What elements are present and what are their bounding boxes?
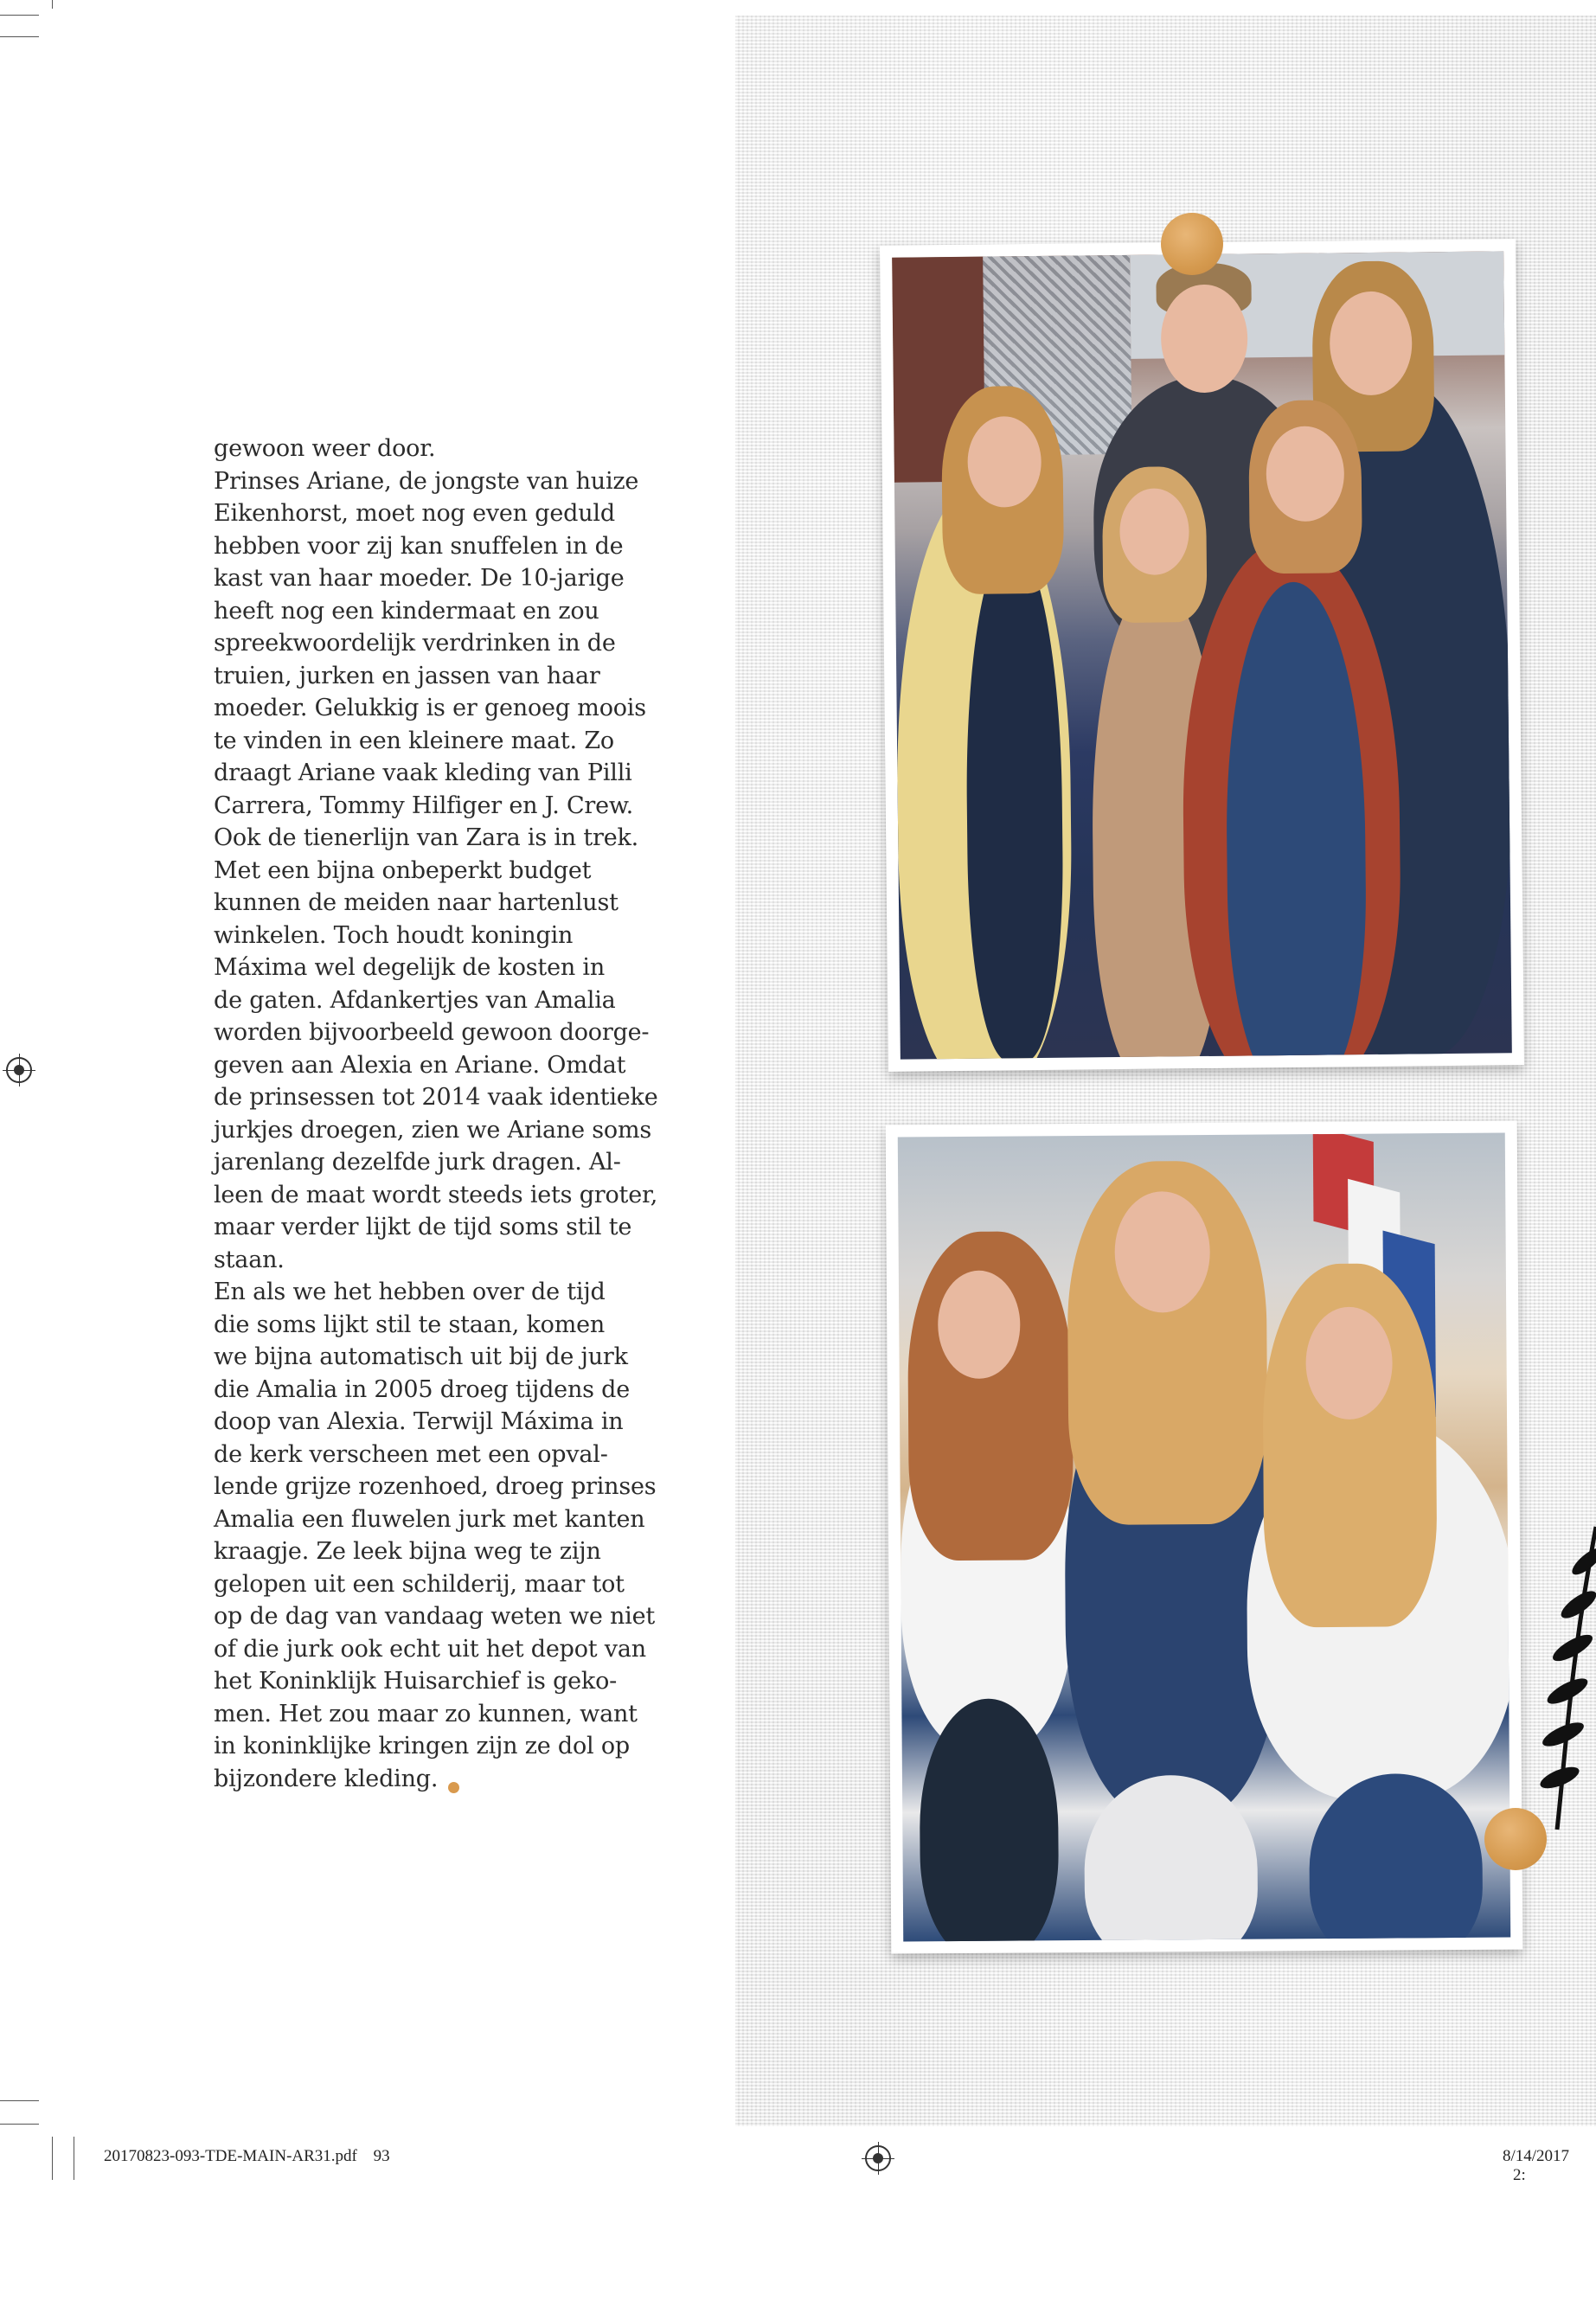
- article-line: hebben voor zij kan snuffelen in de: [214, 532, 624, 560]
- article-line: Met een bijna onbeperkt budget: [214, 856, 592, 884]
- gold-pin-top: [1161, 213, 1223, 275]
- article-line: leen de maat wordt steeds iets groter,: [214, 1181, 658, 1208]
- article-line: maar verder lijkt de tijd soms stil te: [214, 1214, 632, 1240]
- article-line: geven aan Alexia en Ariane. Omdat: [214, 1051, 626, 1079]
- article-line: lende grijze rozenhoed, droeg prinses: [214, 1473, 657, 1500]
- article-line: die Amalia in 2005 droeg tijdens de: [214, 1375, 631, 1403]
- article-line: of die jurk ook echt uit het depot van: [214, 1635, 646, 1663]
- article-line: doop van Alexia. Terwijl Máxima in: [214, 1408, 624, 1435]
- article-line: heeft nog een kindermaat en zou: [214, 597, 599, 625]
- article-line: we bijna automatisch uit bij de jurk: [214, 1343, 628, 1370]
- crop-mark-bottom-left-v: [52, 2137, 53, 2180]
- article-line: op de dag van vandaag weten we niet: [214, 1603, 656, 1630]
- article-line: jurkjes droegen, zien we Ariane soms: [214, 1116, 651, 1144]
- article-line: spreekwoordelijk verdrinken in de: [214, 630, 616, 657]
- article-line: winkelen. Toch houdt koningin: [214, 921, 574, 949]
- crop-mark-top-left-h2: [0, 36, 39, 37]
- registration-mark-left: [6, 1057, 32, 1083]
- article-line: Carrera, Tommy Hilfiger en J. Crew.: [214, 792, 633, 819]
- footer-date-text: 8/14/2017: [1503, 2147, 1570, 2165]
- face-sister-middle: [1114, 1191, 1210, 1313]
- face-middle-child: [1119, 488, 1189, 575]
- article-line: de prinsessen tot 2014 vaak identieke: [214, 1084, 658, 1111]
- article-line: men. Het zou maar zo kunnen, want: [214, 1700, 638, 1727]
- article-line: staan.: [214, 1246, 285, 1273]
- article-line: die soms lijkt stil te staan, komen: [214, 1311, 606, 1338]
- leaf-branch-icon: [1505, 1509, 1596, 1838]
- article-text: [214, 433, 658, 1795]
- footer-file-name: 20170823-093-TDE-MAIN-AR31.pdf: [104, 2147, 357, 2165]
- family-photo-frame: [880, 239, 1524, 1072]
- sisters-photo: [898, 1133, 1510, 1942]
- face-left: [967, 416, 1042, 508]
- article-end-dot: [448, 1782, 459, 1793]
- crop-mark-bottom-left-h2: [0, 2124, 39, 2125]
- face-sister-right: [1305, 1306, 1393, 1420]
- article-line: bijzondere kleding.: [214, 1763, 638, 1796]
- article-line: Prinses Ariane, de jongste van huize: [214, 467, 639, 495]
- sister-left-jeans: [919, 1698, 1059, 1941]
- face-sister-left: [938, 1270, 1021, 1379]
- footer-file-slug: [104, 2147, 390, 2166]
- article-line: moeder. Gelukkig is er genoeg moois: [214, 695, 646, 721]
- sister-right-jeans: [1309, 1773, 1484, 1942]
- registration-mark-bottom: [865, 2145, 891, 2171]
- article-line: Eikenhorst, moet nog even geduld: [214, 500, 615, 527]
- face-right-child: [1266, 426, 1344, 522]
- article-line: draagt Ariane vaak kleding van Pilli: [214, 760, 632, 786]
- article-line: de kerk verscheen met een opval-: [214, 1440, 608, 1468]
- article-line: Máxima wel degelijk de kosten in: [214, 954, 606, 981]
- article-line: het Koninklijk Huisarchief is geko-: [214, 1668, 618, 1695]
- article-line: in koninklijke kringen zijn ze dol op: [214, 1733, 630, 1759]
- article-line: kunnen de meiden naar hartenlust: [214, 889, 619, 916]
- article-line: jarenlang dezelfde jurk dragen. Al-: [214, 1149, 621, 1176]
- article-line: worden bijvoorbeeld gewoon doorge-: [214, 1019, 650, 1046]
- footer-page-number: 93: [373, 2147, 390, 2165]
- article-line: truien, jurken en jassen van haar: [214, 662, 600, 689]
- article-line: Ook de tienerlijn van Zara is in trek.: [214, 824, 639, 851]
- sisters-photo-frame: [886, 1120, 1523, 1953]
- crop-mark-top-left-h: [0, 15, 39, 16]
- crop-mark-bottom-left-h: [0, 2100, 39, 2101]
- face-queen: [1330, 291, 1413, 395]
- crop-mark-top-left-v: [52, 0, 53, 9]
- footer-time-fragment: 2:: [1513, 2166, 1526, 2184]
- family-photo: [892, 251, 1512, 1059]
- article-line: te vinden in een kleinere maat. Zo: [214, 727, 614, 754]
- article-line: kast van haar moeder. De 10-jarige: [214, 565, 625, 592]
- article-line: En als we het hebben over de tijd: [214, 1279, 606, 1305]
- article-line: gelopen uit een schilderij, maar tot: [214, 1570, 625, 1598]
- article-line: Amalia een fluwelen jurk met kanten: [214, 1505, 645, 1533]
- article-line: gewoon weer door.: [214, 435, 436, 462]
- footer-date: [1503, 2147, 1596, 2185]
- face-king: [1161, 284, 1248, 393]
- article-line: kraagje. Ze leek bijna weg te zijn: [214, 1538, 601, 1565]
- article-line: de gaten. Afdankertjes van Amalia: [214, 986, 616, 1014]
